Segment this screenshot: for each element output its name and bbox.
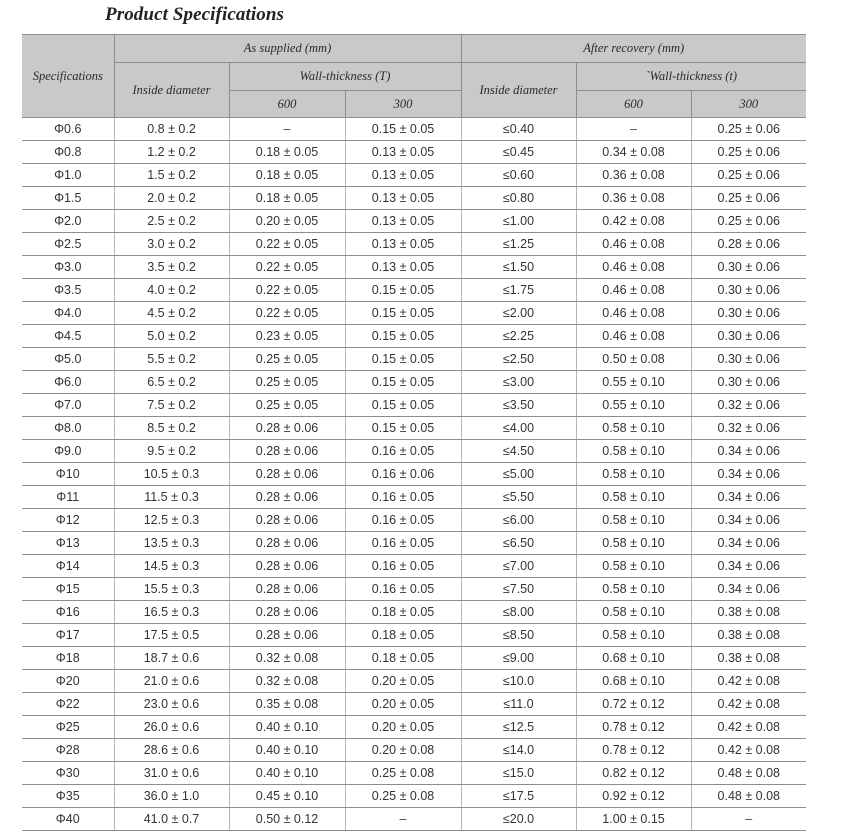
inside-diameter-supplied-cell: 6.5 ± 0.2	[114, 371, 229, 394]
inside-diameter-supplied-cell: 36.0 ± 1.0	[114, 785, 229, 808]
table-row	[22, 601, 806, 624]
spec-cell: Φ3.0	[22, 256, 114, 279]
header-specifications: Specifications	[22, 35, 114, 118]
spec-cell: Φ8.0	[22, 417, 114, 440]
spec-cell: Φ17	[22, 624, 114, 647]
spec-cell: Φ11	[22, 486, 114, 509]
wall-600-recovered-cell: 0.36 ± 0.08	[576, 187, 691, 210]
wall-300-recovered-cell: 0.25 ± 0.06	[691, 187, 806, 210]
table-row	[22, 624, 806, 647]
wall-300-supplied-cell: 0.13 ± 0.05	[345, 233, 461, 256]
spec-cell: Φ14	[22, 555, 114, 578]
inside-diameter-recovered-cell: ≤2.00	[461, 302, 576, 325]
inside-diameter-recovered-cell: ≤10.0	[461, 670, 576, 693]
spec-cell: Φ9.0	[22, 440, 114, 463]
wall-600-recovered-cell: 0.34 ± 0.08	[576, 141, 691, 164]
wall-300-recovered-cell: 0.30 ± 0.06	[691, 348, 806, 371]
wall-600-supplied-cell: 0.18 ± 0.05	[229, 164, 345, 187]
wall-300-supplied-cell: 0.16 ± 0.05	[345, 555, 461, 578]
table-row	[22, 440, 806, 463]
wall-600-supplied-cell: 0.25 ± 0.05	[229, 348, 345, 371]
inside-diameter-recovered-cell: ≤4.00	[461, 417, 576, 440]
wall-600-supplied-cell: 0.28 ± 0.06	[229, 601, 345, 624]
wall-600-supplied-cell: 0.20 ± 0.05	[229, 210, 345, 233]
wall-300-supplied-cell: 0.20 ± 0.08	[345, 739, 461, 762]
wall-300-supplied-cell: 0.15 ± 0.05	[345, 325, 461, 348]
inside-diameter-recovered-cell: ≤4.50	[461, 440, 576, 463]
wall-300-recovered-cell: 0.42 ± 0.08	[691, 670, 806, 693]
inside-diameter-recovered-cell: ≤1.75	[461, 279, 576, 302]
inside-diameter-supplied-cell: 9.5 ± 0.2	[114, 440, 229, 463]
inside-diameter-recovered-cell: ≤0.60	[461, 164, 576, 187]
wall-300-recovered-cell: 0.42 ± 0.08	[691, 716, 806, 739]
inside-diameter-supplied-cell: 15.5 ± 0.3	[114, 578, 229, 601]
inside-diameter-supplied-cell: 12.5 ± 0.3	[114, 509, 229, 532]
table-row	[22, 141, 806, 164]
inside-diameter-supplied-cell: 26.0 ± 0.6	[114, 716, 229, 739]
inside-diameter-recovered-cell: ≤9.00	[461, 647, 576, 670]
page-title: Product Specifications	[105, 4, 284, 25]
inside-diameter-recovered-cell: ≤7.50	[461, 578, 576, 601]
inside-diameter-supplied-cell: 7.5 ± 0.2	[114, 394, 229, 417]
header-recovered-600: 600	[576, 91, 691, 118]
inside-diameter-recovered-cell: ≤2.25	[461, 325, 576, 348]
wall-600-recovered-cell: 0.72 ± 0.12	[576, 693, 691, 716]
inside-diameter-supplied-cell: 28.6 ± 0.6	[114, 739, 229, 762]
inside-diameter-recovered-cell: ≤5.00	[461, 463, 576, 486]
inside-diameter-recovered-cell: ≤14.0	[461, 739, 576, 762]
table-row	[22, 716, 806, 739]
wall-600-recovered-cell: 0.58 ± 0.10	[576, 578, 691, 601]
inside-diameter-supplied-cell: 17.5 ± 0.5	[114, 624, 229, 647]
spec-cell: Φ13	[22, 532, 114, 555]
wall-300-recovered-cell: 0.34 ± 0.06	[691, 509, 806, 532]
wall-600-supplied-cell: 0.22 ± 0.05	[229, 302, 345, 325]
spec-cell: Φ25	[22, 716, 114, 739]
inside-diameter-recovered-cell: ≤6.50	[461, 532, 576, 555]
spec-cell: Φ4.5	[22, 325, 114, 348]
wall-300-recovered-cell: 0.34 ± 0.06	[691, 578, 806, 601]
wall-300-supplied-cell: 0.15 ± 0.05	[345, 302, 461, 325]
inside-diameter-supplied-cell: 0.8 ± 0.2	[114, 118, 229, 141]
table-row	[22, 670, 806, 693]
wall-600-supplied-cell: 0.32 ± 0.08	[229, 670, 345, 693]
wall-300-supplied-cell: 0.15 ± 0.05	[345, 417, 461, 440]
wall-300-supplied-cell: 0.25 ± 0.08	[345, 785, 461, 808]
spec-cell: Φ7.0	[22, 394, 114, 417]
spec-cell: Φ2.0	[22, 210, 114, 233]
wall-300-recovered-cell: 0.38 ± 0.08	[691, 624, 806, 647]
wall-600-recovered-cell: 0.46 ± 0.08	[576, 256, 691, 279]
table-row	[22, 279, 806, 302]
table-row	[22, 762, 806, 785]
wall-300-supplied-cell: 0.15 ± 0.05	[345, 394, 461, 417]
wall-300-recovered-cell: 0.30 ± 0.06	[691, 302, 806, 325]
inside-diameter-recovered-cell: ≤1.25	[461, 233, 576, 256]
wall-600-supplied-cell: 0.28 ± 0.06	[229, 486, 345, 509]
table-row	[22, 417, 806, 440]
wall-300-recovered-cell: 0.32 ± 0.06	[691, 417, 806, 440]
wall-300-recovered-cell: 0.38 ± 0.08	[691, 601, 806, 624]
wall-600-supplied-cell: 0.22 ± 0.05	[229, 279, 345, 302]
inside-diameter-supplied-cell: 11.5 ± 0.3	[114, 486, 229, 509]
wall-600-supplied-cell: 0.50 ± 0.12	[229, 808, 345, 831]
wall-300-supplied-cell: 0.25 ± 0.08	[345, 762, 461, 785]
wall-300-supplied-cell: 0.18 ± 0.05	[345, 624, 461, 647]
wall-300-supplied-cell: 0.13 ± 0.05	[345, 141, 461, 164]
spec-cell: Φ30	[22, 762, 114, 785]
inside-diameter-supplied-cell: 5.0 ± 0.2	[114, 325, 229, 348]
spec-cell: Φ1.5	[22, 187, 114, 210]
wall-300-recovered-cell: 0.34 ± 0.06	[691, 440, 806, 463]
spec-cell: Φ2.5	[22, 233, 114, 256]
spec-cell: Φ28	[22, 739, 114, 762]
wall-300-recovered-cell: –	[691, 808, 806, 831]
wall-600-recovered-cell: 0.58 ± 0.10	[576, 532, 691, 555]
header-after-recovery: After recovery (mm)	[461, 35, 806, 63]
wall-600-recovered-cell: 0.58 ± 0.10	[576, 555, 691, 578]
wall-600-recovered-cell: 0.78 ± 0.12	[576, 716, 691, 739]
spec-cell: Φ20	[22, 670, 114, 693]
wall-300-recovered-cell: 0.48 ± 0.08	[691, 785, 806, 808]
header-inside-diameter-recovered: Inside diameter	[461, 63, 576, 118]
wall-600-recovered-cell: 0.68 ± 0.10	[576, 647, 691, 670]
table-row	[22, 647, 806, 670]
spec-cell: Φ0.8	[22, 141, 114, 164]
inside-diameter-supplied-cell: 23.0 ± 0.6	[114, 693, 229, 716]
wall-300-supplied-cell: 0.13 ± 0.05	[345, 187, 461, 210]
table-row	[22, 371, 806, 394]
wall-600-supplied-cell: 0.35 ± 0.08	[229, 693, 345, 716]
inside-diameter-recovered-cell: ≤6.00	[461, 509, 576, 532]
wall-600-recovered-cell: 0.46 ± 0.08	[576, 279, 691, 302]
wall-300-recovered-cell: 0.30 ± 0.06	[691, 325, 806, 348]
wall-600-recovered-cell: 0.58 ± 0.10	[576, 509, 691, 532]
spec-cell: Φ16	[22, 601, 114, 624]
inside-diameter-supplied-cell: 2.0 ± 0.2	[114, 187, 229, 210]
spec-cell: Φ10	[22, 463, 114, 486]
wall-600-supplied-cell: 0.18 ± 0.05	[229, 141, 345, 164]
wall-300-supplied-cell: 0.18 ± 0.05	[345, 601, 461, 624]
wall-600-supplied-cell: 0.25 ± 0.05	[229, 371, 345, 394]
wall-300-recovered-cell: 0.34 ± 0.06	[691, 486, 806, 509]
table-row	[22, 256, 806, 279]
inside-diameter-recovered-cell: ≤11.0	[461, 693, 576, 716]
wall-300-supplied-cell: 0.16 ± 0.06	[345, 463, 461, 486]
wall-300-recovered-cell: 0.34 ± 0.06	[691, 555, 806, 578]
wall-300-supplied-cell: 0.15 ± 0.05	[345, 348, 461, 371]
table-row	[22, 693, 806, 716]
table-row	[22, 233, 806, 256]
inside-diameter-supplied-cell: 21.0 ± 0.6	[114, 670, 229, 693]
inside-diameter-supplied-cell: 4.0 ± 0.2	[114, 279, 229, 302]
wall-300-recovered-cell: 0.30 ± 0.06	[691, 256, 806, 279]
wall-300-supplied-cell: 0.15 ± 0.05	[345, 279, 461, 302]
wall-600-recovered-cell: 0.58 ± 0.10	[576, 463, 691, 486]
inside-diameter-supplied-cell: 10.5 ± 0.3	[114, 463, 229, 486]
inside-diameter-recovered-cell: ≤3.00	[461, 371, 576, 394]
wall-300-recovered-cell: 0.25 ± 0.06	[691, 141, 806, 164]
table-row	[22, 808, 806, 831]
table-row	[22, 463, 806, 486]
inside-diameter-supplied-cell: 8.5 ± 0.2	[114, 417, 229, 440]
wall-300-recovered-cell: 0.34 ± 0.06	[691, 532, 806, 555]
wall-600-recovered-cell: 0.55 ± 0.10	[576, 394, 691, 417]
wall-600-recovered-cell: 0.36 ± 0.08	[576, 164, 691, 187]
inside-diameter-supplied-cell: 3.0 ± 0.2	[114, 233, 229, 256]
inside-diameter-recovered-cell: ≤17.5	[461, 785, 576, 808]
table-row	[22, 486, 806, 509]
wall-600-recovered-cell: 0.92 ± 0.12	[576, 785, 691, 808]
wall-300-supplied-cell: 0.18 ± 0.05	[345, 647, 461, 670]
wall-600-supplied-cell: 0.32 ± 0.08	[229, 647, 345, 670]
product-specifications-table	[22, 34, 806, 831]
table-row	[22, 325, 806, 348]
wall-300-supplied-cell: 0.16 ± 0.05	[345, 578, 461, 601]
inside-diameter-recovered-cell: ≤0.80	[461, 187, 576, 210]
wall-300-recovered-cell: 0.30 ± 0.06	[691, 279, 806, 302]
wall-300-supplied-cell: –	[345, 808, 461, 831]
spec-cell: Φ40	[22, 808, 114, 831]
wall-600-supplied-cell: 0.28 ± 0.06	[229, 440, 345, 463]
wall-300-supplied-cell: 0.16 ± 0.05	[345, 440, 461, 463]
wall-600-supplied-cell: 0.23 ± 0.05	[229, 325, 345, 348]
inside-diameter-recovered-cell: ≤8.50	[461, 624, 576, 647]
wall-300-recovered-cell: 0.30 ± 0.06	[691, 371, 806, 394]
table-row	[22, 785, 806, 808]
wall-600-supplied-cell: 0.28 ± 0.06	[229, 555, 345, 578]
wall-600-supplied-cell: 0.28 ± 0.06	[229, 532, 345, 555]
header-supplied-300: 300	[345, 91, 461, 118]
spec-cell: Φ5.0	[22, 348, 114, 371]
wall-300-supplied-cell: 0.20 ± 0.05	[345, 693, 461, 716]
table-body	[22, 118, 806, 831]
wall-300-recovered-cell: 0.28 ± 0.06	[691, 233, 806, 256]
wall-600-supplied-cell: 0.22 ± 0.05	[229, 233, 345, 256]
inside-diameter-recovered-cell: ≤12.5	[461, 716, 576, 739]
spec-cell: Φ4.0	[22, 302, 114, 325]
inside-diameter-recovered-cell: ≤2.50	[461, 348, 576, 371]
spec-cell: Φ35	[22, 785, 114, 808]
wall-300-recovered-cell: 0.42 ± 0.08	[691, 739, 806, 762]
wall-600-recovered-cell: 0.55 ± 0.10	[576, 371, 691, 394]
inside-diameter-supplied-cell: 1.2 ± 0.2	[114, 141, 229, 164]
wall-600-supplied-cell: 0.22 ± 0.05	[229, 256, 345, 279]
wall-600-supplied-cell: 0.40 ± 0.10	[229, 716, 345, 739]
wall-600-recovered-cell: 0.82 ± 0.12	[576, 762, 691, 785]
spec-cell: Φ1.0	[22, 164, 114, 187]
wall-300-supplied-cell: 0.15 ± 0.05	[345, 371, 461, 394]
wall-300-recovered-cell: 0.34 ± 0.06	[691, 463, 806, 486]
wall-600-supplied-cell: 0.40 ± 0.10	[229, 739, 345, 762]
wall-300-recovered-cell: 0.25 ± 0.06	[691, 118, 806, 141]
inside-diameter-supplied-cell: 4.5 ± 0.2	[114, 302, 229, 325]
wall-300-supplied-cell: 0.20 ± 0.05	[345, 716, 461, 739]
header-inside-diameter-supplied: Inside diameter	[114, 63, 229, 118]
inside-diameter-recovered-cell: ≤1.50	[461, 256, 576, 279]
wall-600-recovered-cell: 0.58 ± 0.10	[576, 601, 691, 624]
header-wall-thickness-supplied: Wall-thickness (T)	[229, 63, 461, 91]
inside-diameter-supplied-cell: 1.5 ± 0.2	[114, 164, 229, 187]
inside-diameter-supplied-cell: 5.5 ± 0.2	[114, 348, 229, 371]
table-row	[22, 532, 806, 555]
spec-cell: Φ0.6	[22, 118, 114, 141]
wall-600-recovered-cell: 0.58 ± 0.10	[576, 486, 691, 509]
wall-300-supplied-cell: 0.20 ± 0.05	[345, 670, 461, 693]
header-as-supplied: As supplied (mm)	[114, 35, 461, 63]
wall-600-recovered-cell: 0.58 ± 0.10	[576, 624, 691, 647]
spec-cell: Φ12	[22, 509, 114, 532]
wall-600-recovered-cell: 0.58 ± 0.10	[576, 417, 691, 440]
header-supplied-600: 600	[229, 91, 345, 118]
wall-300-supplied-cell: 0.13 ± 0.05	[345, 210, 461, 233]
table-row	[22, 118, 806, 141]
inside-diameter-recovered-cell: ≤5.50	[461, 486, 576, 509]
wall-600-supplied-cell: 0.28 ± 0.06	[229, 463, 345, 486]
wall-300-recovered-cell: 0.42 ± 0.08	[691, 693, 806, 716]
wall-600-recovered-cell: 0.58 ± 0.10	[576, 440, 691, 463]
table-row	[22, 302, 806, 325]
wall-600-recovered-cell: 0.50 ± 0.08	[576, 348, 691, 371]
wall-300-recovered-cell: 0.38 ± 0.08	[691, 647, 806, 670]
wall-600-recovered-cell: –	[576, 118, 691, 141]
spec-cell: Φ6.0	[22, 371, 114, 394]
wall-300-supplied-cell: 0.16 ± 0.05	[345, 532, 461, 555]
table-row	[22, 739, 806, 762]
inside-diameter-recovered-cell: ≤0.45	[461, 141, 576, 164]
inside-diameter-recovered-cell: ≤20.0	[461, 808, 576, 831]
wall-300-supplied-cell: 0.16 ± 0.05	[345, 509, 461, 532]
wall-600-supplied-cell: 0.40 ± 0.10	[229, 762, 345, 785]
header-recovered-300: 300	[691, 91, 806, 118]
spec-cell: Φ22	[22, 693, 114, 716]
spec-cell: Φ18	[22, 647, 114, 670]
inside-diameter-supplied-cell: 41.0 ± 0.7	[114, 808, 229, 831]
wall-600-recovered-cell: 0.68 ± 0.10	[576, 670, 691, 693]
wall-600-recovered-cell: 0.46 ± 0.08	[576, 325, 691, 348]
inside-diameter-supplied-cell: 16.5 ± 0.3	[114, 601, 229, 624]
inside-diameter-supplied-cell: 3.5 ± 0.2	[114, 256, 229, 279]
wall-300-recovered-cell: 0.25 ± 0.06	[691, 164, 806, 187]
wall-600-recovered-cell: 0.42 ± 0.08	[576, 210, 691, 233]
wall-600-supplied-cell: 0.28 ± 0.06	[229, 417, 345, 440]
wall-300-supplied-cell: 0.13 ± 0.05	[345, 164, 461, 187]
wall-600-supplied-cell: 0.28 ± 0.06	[229, 578, 345, 601]
inside-diameter-recovered-cell: ≤3.50	[461, 394, 576, 417]
inside-diameter-recovered-cell: ≤7.00	[461, 555, 576, 578]
wall-600-supplied-cell: 0.28 ± 0.06	[229, 624, 345, 647]
wall-600-supplied-cell: 0.18 ± 0.05	[229, 187, 345, 210]
inside-diameter-recovered-cell: ≤8.00	[461, 601, 576, 624]
inside-diameter-supplied-cell: 2.5 ± 0.2	[114, 210, 229, 233]
wall-600-supplied-cell: 0.25 ± 0.05	[229, 394, 345, 417]
table-row	[22, 578, 806, 601]
spec-cell: Φ3.5	[22, 279, 114, 302]
header-wall-thickness-recovered: `Wall-thickness (t)	[576, 63, 806, 91]
table-row	[22, 555, 806, 578]
wall-600-recovered-cell: 1.00 ± 0.15	[576, 808, 691, 831]
inside-diameter-recovered-cell: ≤0.40	[461, 118, 576, 141]
wall-600-supplied-cell: 0.45 ± 0.10	[229, 785, 345, 808]
wall-600-recovered-cell: 0.46 ± 0.08	[576, 233, 691, 256]
table-row	[22, 394, 806, 417]
table-row	[22, 509, 806, 532]
wall-300-recovered-cell: 0.25 ± 0.06	[691, 210, 806, 233]
table-row	[22, 164, 806, 187]
inside-diameter-recovered-cell: ≤1.00	[461, 210, 576, 233]
table-row	[22, 187, 806, 210]
wall-300-recovered-cell: 0.32 ± 0.06	[691, 394, 806, 417]
wall-300-supplied-cell: 0.16 ± 0.05	[345, 486, 461, 509]
wall-600-supplied-cell: –	[229, 118, 345, 141]
inside-diameter-recovered-cell: ≤15.0	[461, 762, 576, 785]
inside-diameter-supplied-cell: 31.0 ± 0.6	[114, 762, 229, 785]
wall-600-recovered-cell: 0.78 ± 0.12	[576, 739, 691, 762]
wall-600-recovered-cell: 0.46 ± 0.08	[576, 302, 691, 325]
inside-diameter-supplied-cell: 13.5 ± 0.3	[114, 532, 229, 555]
inside-diameter-supplied-cell: 14.5 ± 0.3	[114, 555, 229, 578]
wall-300-supplied-cell: 0.15 ± 0.05	[345, 118, 461, 141]
wall-600-supplied-cell: 0.28 ± 0.06	[229, 509, 345, 532]
table-row	[22, 348, 806, 371]
inside-diameter-supplied-cell: 18.7 ± 0.6	[114, 647, 229, 670]
spec-cell: Φ15	[22, 578, 114, 601]
table-row	[22, 210, 806, 233]
wall-300-recovered-cell: 0.48 ± 0.08	[691, 762, 806, 785]
wall-300-supplied-cell: 0.13 ± 0.05	[345, 256, 461, 279]
